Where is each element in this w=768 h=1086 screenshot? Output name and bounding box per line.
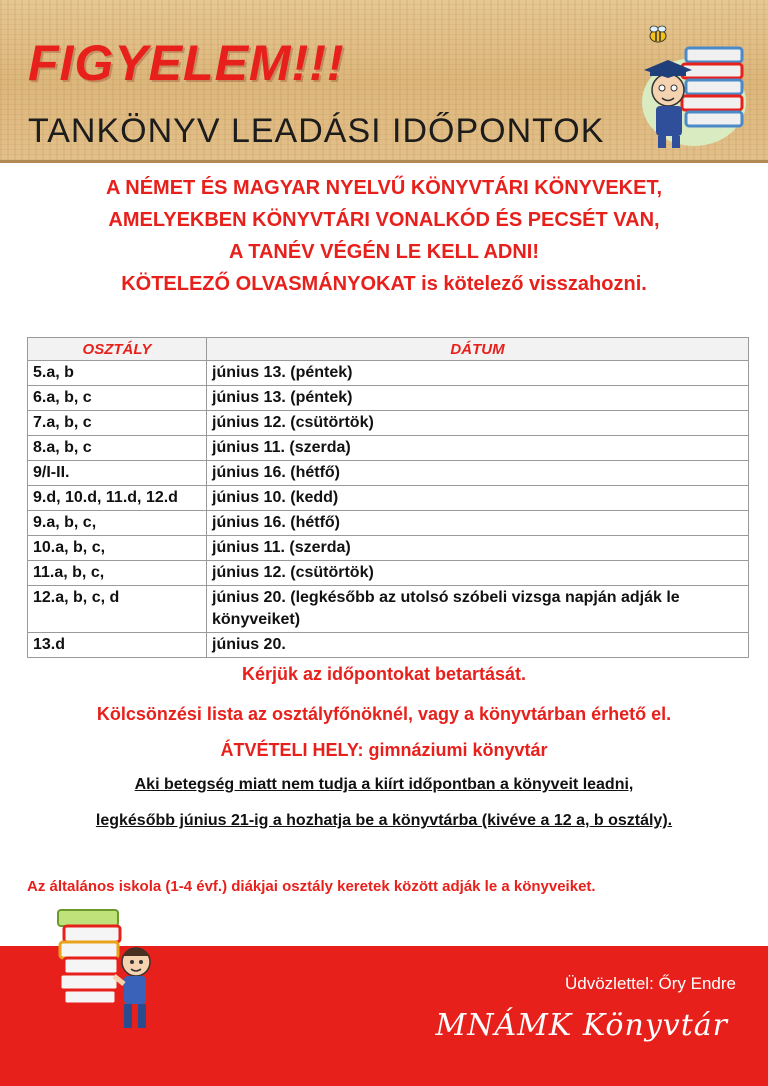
date-cell: június 20. (legkésőbb az utolsó szóbeli vizsga napján adják le könyveiket) bbox=[207, 586, 749, 633]
lending-list-note: Kölcsönzési lista az osztályfőnöknél, vagy a könyvtárban érhető el. bbox=[96, 704, 672, 724]
table-row bbox=[28, 586, 749, 633]
return-schedule-table bbox=[27, 337, 749, 658]
page-title: FIGYELEM!!! bbox=[28, 35, 345, 91]
student-with-books-illustration bbox=[636, 24, 752, 150]
date-cell: június 13. (péntek) bbox=[207, 361, 749, 386]
date-cell: június 10. (kedd) bbox=[207, 486, 749, 511]
class-cell: 13.d bbox=[28, 633, 207, 658]
date-cell: június 20. bbox=[207, 633, 749, 658]
class-cell: 5.a, b bbox=[28, 361, 207, 386]
date-cell: június 16. (hétfő) bbox=[207, 511, 749, 536]
table-row bbox=[28, 561, 749, 586]
notice-line: AMELYEKBEN KÖNYVTÁRI VONALKÓD ÉS PECSÉT VAN, bbox=[108, 209, 660, 231]
class-cell: 8.a, b, c bbox=[28, 436, 207, 461]
class-cell: 11.a, b, c, bbox=[28, 561, 207, 586]
pickup-location-note: ÁTVÉTELI HELY: gimnáziumi könyvtár bbox=[220, 740, 548, 760]
class-cell: 6.a, b, c bbox=[28, 386, 207, 411]
sick-note-line-2: legkésőbb június 21-ig a hozhatja be a könyvtárba (kivéve a 12 a, b osztály). bbox=[95, 812, 673, 829]
child-carrying-books-illustration bbox=[44, 906, 174, 1036]
date-cell: június 12. (csütörtök) bbox=[207, 561, 749, 586]
notice-line: KÖTELEZŐ OLVASMÁNYOKAT is kötelező visszahozni. bbox=[121, 273, 647, 295]
table-row bbox=[28, 386, 749, 411]
notice-line: A TANÉV VÉGÉN LE KELL ADNI! bbox=[228, 241, 540, 263]
table-row bbox=[28, 436, 749, 461]
library-notice bbox=[0, 172, 768, 300]
library-signature: MNÁMK Könyvtár bbox=[435, 1008, 728, 1043]
sick-note-line-1: Aki betegség miatt nem tudja a kiírt időpontban a könyveit leadni, bbox=[134, 776, 634, 793]
class-cell: 7.a, b, c bbox=[28, 411, 207, 436]
column-header-class: OSZTÁLY bbox=[28, 338, 207, 361]
child-figure-icon bbox=[114, 948, 150, 1028]
class-cell: 12.a, b, c, d bbox=[28, 586, 207, 633]
column-header-date: DÁTUM bbox=[207, 338, 749, 361]
book-stack-icon bbox=[58, 910, 120, 1004]
greeting-text: Üdvözlettel: Őry Endre bbox=[564, 974, 736, 993]
class-cell: 9.d, 10.d, 11.d, 12.d bbox=[28, 486, 207, 511]
elementary-school-note: Az általános iskola (1-4 évf.) diákjai osztály keretek között adják le a könyveiket. bbox=[27, 878, 596, 895]
date-cell: június 12. (csütörtök) bbox=[207, 411, 749, 436]
table-row bbox=[28, 361, 749, 386]
request-note: Kérjük az időpontokat betartását. bbox=[241, 664, 527, 684]
notice-line: A NÉMET ÉS MAGYAR NYELVŰ KÖNYVTÁRI KÖNYVEKET, bbox=[106, 177, 662, 199]
date-cell: június 13. (péntek) bbox=[207, 386, 749, 411]
table-row bbox=[28, 486, 749, 511]
date-cell: június 11. (szerda) bbox=[207, 436, 749, 461]
table-row bbox=[28, 461, 749, 486]
bee-icon bbox=[650, 26, 666, 42]
class-cell: 10.a, b, c, bbox=[28, 536, 207, 561]
table-header-row bbox=[28, 338, 749, 361]
table-row bbox=[28, 536, 749, 561]
date-cell: június 11. (szerda) bbox=[207, 536, 749, 561]
table-row bbox=[28, 633, 749, 658]
page-subtitle: TANKÖNYV LEADÁSI IDŐPONTOK bbox=[28, 112, 605, 150]
class-cell: 9/I-II. bbox=[28, 461, 207, 486]
table-row bbox=[28, 411, 749, 436]
table-row bbox=[28, 511, 749, 536]
class-cell: 9.a, b, c, bbox=[28, 511, 207, 536]
book-stack-icon bbox=[682, 48, 742, 126]
date-cell: június 16. (hétfő) bbox=[207, 461, 749, 486]
